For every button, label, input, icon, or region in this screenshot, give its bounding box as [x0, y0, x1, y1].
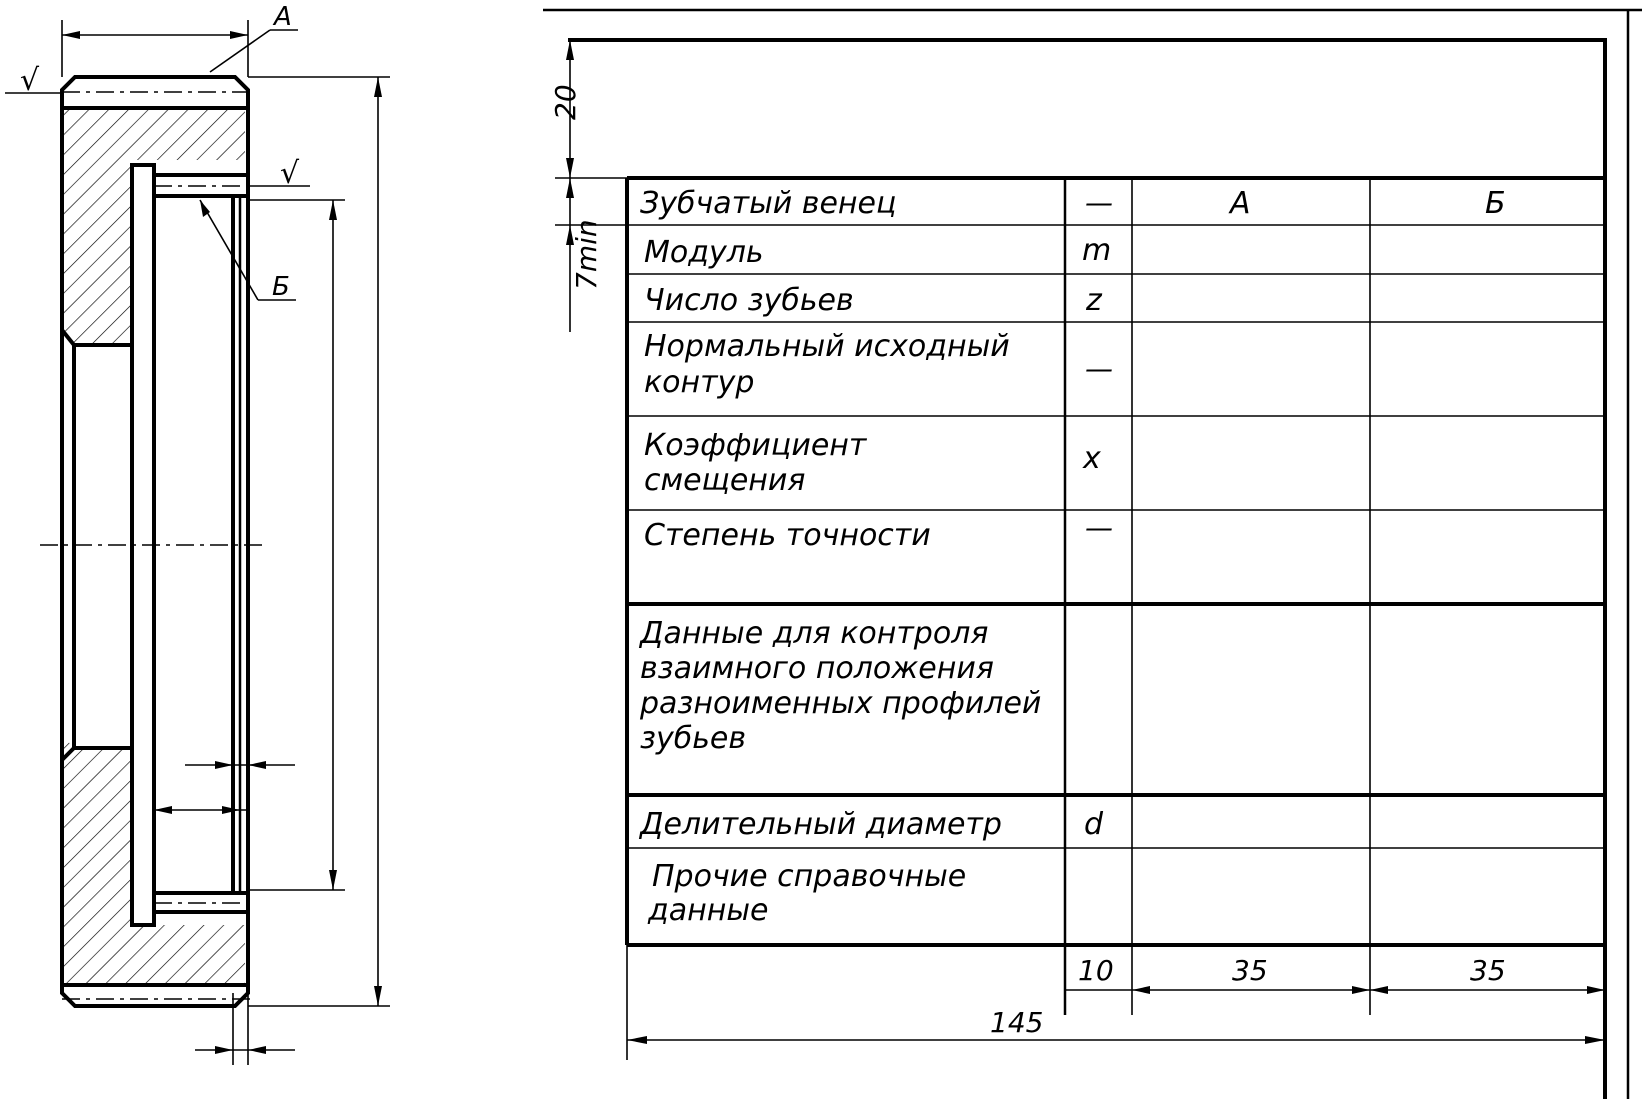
- row-ring-col-b: Б: [1485, 186, 1506, 221]
- row-profile-label-2: контур: [644, 365, 755, 400]
- roughness-mark-1: √: [20, 63, 40, 98]
- dim-top-gap: 20: [549, 84, 582, 120]
- dim-col-symbol: 10: [1078, 954, 1114, 987]
- row-control-label-3: разноименных профилей: [640, 686, 1042, 721]
- label-a: А: [274, 2, 292, 32]
- row-other-label: Прочие справочные: [652, 859, 967, 894]
- row-shift-label: Коэффициент: [644, 428, 867, 463]
- row-profile-symbol: —: [1085, 352, 1113, 385]
- dim-row-min: 7min: [570, 219, 603, 290]
- row-module-symbol: m: [1082, 233, 1112, 268]
- row-control-label-4: зубьев: [640, 721, 747, 756]
- row-shift-symbol: x: [1083, 441, 1101, 476]
- label-b: Б: [272, 272, 290, 302]
- row-other-label-2: данные: [648, 893, 769, 928]
- row-module-label: Модуль: [644, 235, 764, 270]
- row-profile-label: Нормальный исходный: [644, 329, 1010, 364]
- row-control-label: Данные для контроля: [640, 616, 989, 651]
- roughness-mark-2: √: [280, 156, 300, 191]
- row-teeth-symbol: z: [1086, 283, 1102, 318]
- row-ring-label: Зубчатый венец: [640, 186, 897, 221]
- parameter-table: [543, 10, 1642, 1099]
- row-accuracy-symbol: —: [1085, 511, 1113, 544]
- row-shift-label-2: смещения: [644, 463, 806, 498]
- row-teeth-label: Число зубьев: [644, 283, 854, 318]
- dim-col-b: 35: [1470, 954, 1506, 987]
- gear-section-view: [5, 2, 390, 1065]
- row-ring-col-a: А: [1230, 186, 1251, 221]
- dim-total-width: 145: [990, 1006, 1044, 1039]
- row-ring-symbol: —: [1085, 186, 1113, 219]
- row-control-label-2: взаимного положения: [640, 651, 994, 686]
- row-accuracy-label: Степень точности: [644, 518, 931, 553]
- row-diameter-label: Делительный диаметр: [640, 807, 1002, 842]
- dim-col-a: 35: [1232, 954, 1268, 987]
- row-diameter-symbol: d: [1084, 807, 1104, 842]
